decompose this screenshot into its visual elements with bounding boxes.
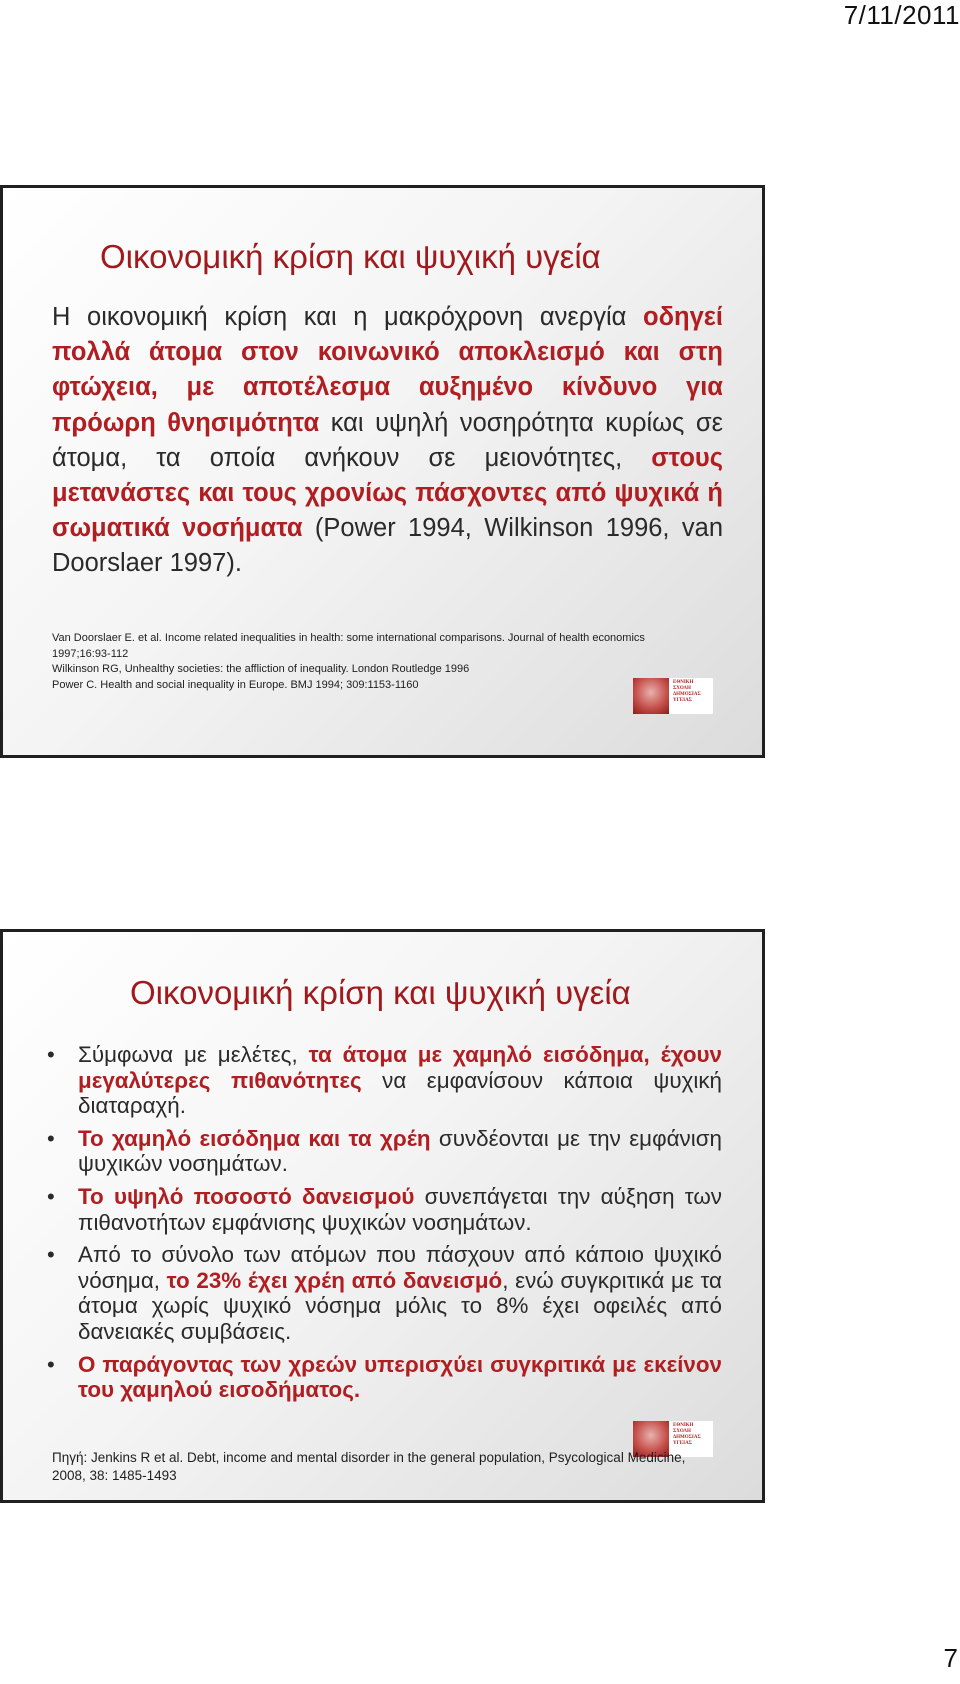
school-logo — [633, 678, 713, 714]
bullet-item — [47, 1126, 722, 1177]
bullet-icon: • — [47, 1042, 55, 1067]
bullet-text: συνεπάγεται την αύξηση των πιθανοτήτων εμφάνισης ψυχικών νοσημάτων. — [78, 1183, 722, 1235]
bullet-text: να εμφανίσουν κάποια ψυχική διαταραχή. — [78, 1067, 723, 1119]
reference-line: Wilkinson RG, Unhealthy societies: the affliction of inequality. London Routledge 1996 — [52, 663, 470, 675]
source-citation: Πηγή: Jenkins R et al. Debt, income and mental disorder in the general population, Psycological Medicine, 2008, 38: 1485-1493 — [52, 1450, 686, 1483]
slide-title: Οικονομική κρίση και ψυχική υγεία — [100, 238, 601, 275]
paragraph-highlight: οδηγεί πολλά άτομα στον κοινωνικό αποκλεισμό και στη φτώχεια, με αποτέλεσμα αυξημένο κίνδυνο για πρόωρη θνησιμότητα — [52, 303, 723, 437]
paragraph-text: (Power 1994, Wilkinson 1996, van Doorslaer 1997). — [52, 514, 723, 578]
reference-line: Power C. Health and social inequality in Europe. BMJ 1994; 309:1153-1160 — [52, 678, 419, 691]
bullet-icon: • — [47, 1351, 55, 1377]
bullet-text: Από το σύνολο των ατόμων που πάσχουν από κάποιο ψυχικό νόσημα, — [78, 1242, 722, 1293]
bullet-item — [47, 1242, 722, 1344]
bullet-highlight: Το χαμηλό εισόδημα και τα χρέη — [78, 1125, 431, 1151]
bullet-highlight: τα άτομα με χαμηλό εισόδημα, έχουν μεγαλύτερες πιθανότητες — [78, 1042, 722, 1093]
page-number: 7 — [943, 1643, 958, 1673]
bullet-icon: • — [47, 1183, 55, 1209]
slide-paragraph — [52, 300, 723, 582]
logo-portrait-image — [633, 678, 669, 714]
bullet-text: , ενώ συγκριτικά με τα άτομα χωρίς ψυχικό νόσημα μόλις το 8% έχει οφειλές από δανειακές συμβάσεις. — [78, 1267, 722, 1344]
bullet-list — [47, 1042, 722, 1410]
paragraph-text: και υψηλή νοσηρότητα κυρίως σε άτομα, τα οποία ανήκουν σε μειονότητες, — [52, 408, 723, 472]
logo-text: ΕΘΝΙΚΗ ΣΧΟΛΗ ΔΗΜΟΣΙΑΣ ΥΓΕΙΑΣ — [673, 1423, 701, 1446]
bullet-highlight: Το υψηλό ποσοστό δανεισμού — [78, 1183, 415, 1209]
bullet-icon: • — [47, 1125, 55, 1151]
reference-line: Van Doorslaer E. et al. Income related inequalities in health: some international comparisons. Journal of health economics — [52, 632, 645, 644]
paragraph-highlight: στους μετανάστες και τους χρονίως πάσχοντες από ψυχικά ή σωματικά νοσήματα — [52, 443, 723, 543]
reference-line: 1997;16:93-112 — [52, 647, 129, 660]
bullet-highlight: το 23% έχει χρέη από δανεισμό — [166, 1267, 503, 1293]
bullet-text: Σύμφωνα με μελέτες, — [78, 1042, 309, 1067]
references — [52, 631, 712, 693]
document-date: 7/11/2011 — [843, 0, 960, 30]
bullet-item — [47, 1184, 722, 1235]
slide-economic-crisis-mental-health-2 — [0, 929, 765, 1503]
bullet-highlight: Ο παράγοντας των χρεών υπερισχύει συγκριτικά με εκείνον του χαμηλού εισοδήματος. — [78, 1351, 722, 1403]
logo-text: ΕΘΝΙΚΗ ΣΧΟΛΗ ΔΗΜΟΣΙΑΣ ΥΓΕΙΑΣ — [673, 680, 701, 703]
bullet-item — [47, 1352, 722, 1403]
bullet-text: συνδέονται με την εμφάνιση ψυχικών νοσημάτων. — [78, 1125, 722, 1177]
slide-economic-crisis-mental-health-1 — [0, 185, 765, 758]
paragraph-text: Η οικονομική κρίση και η μακρόχρονη ανεργία — [52, 303, 643, 331]
slide-title: Οικονομική κρίση και ψυχική υγεία — [130, 974, 631, 1011]
bullet-icon: • — [47, 1242, 55, 1268]
bullet-item — [47, 1042, 722, 1119]
